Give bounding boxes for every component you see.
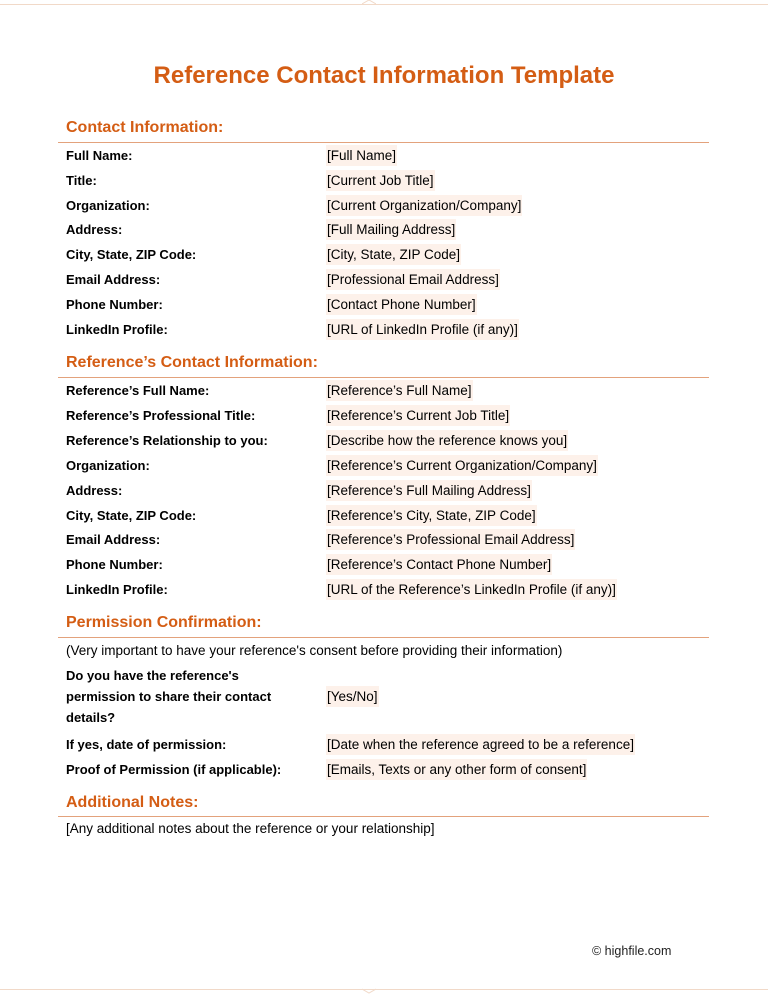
- section-heading-permission: Permission Confirmation:: [66, 614, 262, 631]
- form-row: [66, 319, 706, 343]
- permission-answer-field[interactable]: [Yes/No]: [326, 686, 379, 707]
- field-value[interactable]: [Reference’s Full Mailing Address]: [326, 480, 532, 501]
- footer-copyright: © highfile.com: [592, 944, 672, 958]
- form-row: [66, 145, 706, 169]
- form-row: [66, 734, 706, 758]
- field-value[interactable]: [Reference’s Contact Phone Number]: [326, 554, 552, 575]
- field-value[interactable]: [Reference’s Professional Email Address]: [326, 529, 575, 550]
- form-row: [66, 195, 706, 219]
- field-label: Address:: [66, 222, 123, 237]
- form-row: [66, 505, 706, 529]
- field-label: Phone Number:: [66, 557, 163, 572]
- question-line: Do you have the reference's: [66, 668, 239, 683]
- document-title: Reference Contact Information Template: [153, 62, 615, 89]
- form-row: [66, 219, 706, 243]
- question-line: details?: [66, 710, 116, 725]
- field-label: Title:: [66, 173, 97, 188]
- field-label: Full Name:: [66, 148, 133, 163]
- field-label: Reference’s Relationship to you:: [66, 433, 268, 448]
- form-row: [66, 405, 706, 429]
- field-label: Address:: [66, 483, 123, 498]
- form-row: [66, 529, 706, 553]
- section-divider: [58, 816, 709, 817]
- field-value[interactable]: [Emails, Texts or any other form of consent]: [326, 759, 587, 780]
- page-border-notch-top: [362, 0, 376, 8]
- section-heading-contact: Contact Information:: [66, 119, 224, 136]
- page-border-notch-bottom: [362, 986, 376, 994]
- field-label: Organization:: [66, 198, 150, 213]
- field-label: Proof of Permission (if applicable):: [66, 762, 282, 777]
- field-value[interactable]: [Full Mailing Address]: [326, 219, 456, 240]
- section-divider: [58, 637, 709, 638]
- field-value[interactable]: [City, State, ZIP Code]: [326, 244, 461, 265]
- field-label: LinkedIn Profile:: [66, 322, 168, 337]
- field-value[interactable]: [Reference’s Full Name]: [326, 380, 473, 401]
- field-value[interactable]: [Contact Phone Number]: [326, 294, 477, 315]
- field-value[interactable]: [Current Job Title]: [326, 170, 435, 191]
- field-label: Email Address:: [66, 532, 161, 547]
- section-heading-notes: Additional Notes:: [66, 794, 199, 811]
- field-value[interactable]: [URL of LinkedIn Profile (if any)]: [326, 319, 519, 340]
- field-value[interactable]: [Full Name]: [326, 145, 397, 166]
- question-line: permission to share their contact: [66, 689, 272, 704]
- form-row: [66, 579, 706, 603]
- field-label: Reference’s Full Name:: [66, 383, 210, 398]
- field-value[interactable]: [Reference’s Current Organization/Company]: [326, 455, 598, 476]
- additional-notes-field[interactable]: [Any additional notes about the reference or your relationship]: [66, 821, 435, 836]
- permission-note: (Very important to have your reference's consent before providing their information): [66, 643, 563, 658]
- form-row: [66, 430, 706, 454]
- form-row: [66, 554, 706, 578]
- field-label: Email Address:: [66, 272, 161, 287]
- field-value[interactable]: [Describe how the reference knows you]: [326, 430, 568, 451]
- section-heading-reference: Reference’s Contact Information:: [66, 354, 318, 371]
- field-value[interactable]: [Date when the reference agreed to be a reference]: [326, 734, 635, 755]
- field-label: City, State, ZIP Code:: [66, 247, 197, 262]
- form-row: [66, 294, 706, 318]
- field-value[interactable]: [Reference’s City, State, ZIP Code]: [326, 505, 537, 526]
- page-border-top: [0, 4, 768, 5]
- page-border-bottom: [0, 989, 768, 990]
- field-label: If yes, date of permission:: [66, 737, 227, 752]
- form-row: [66, 759, 706, 783]
- field-label: Organization:: [66, 458, 150, 473]
- form-row: [66, 269, 706, 293]
- field-value[interactable]: [Professional Email Address]: [326, 269, 500, 290]
- field-value[interactable]: [Reference’s Current Job Title]: [326, 405, 510, 426]
- field-label: City, State, ZIP Code:: [66, 508, 197, 523]
- form-row: [66, 380, 706, 404]
- field-value[interactable]: [URL of the Reference’s LinkedIn Profile (if any)]: [326, 579, 617, 600]
- form-row: [66, 455, 706, 479]
- field-label: LinkedIn Profile:: [66, 582, 168, 597]
- permission-question-label: [66, 665, 306, 728]
- field-label: Reference’s Professional Title:: [66, 408, 256, 423]
- form-row: [66, 480, 706, 504]
- section-divider: [58, 377, 709, 378]
- form-row: [66, 170, 706, 194]
- field-value[interactable]: [Current Organization/Company]: [326, 195, 522, 216]
- form-row: [66, 244, 706, 268]
- section-divider: [58, 142, 709, 143]
- field-label: Phone Number:: [66, 297, 163, 312]
